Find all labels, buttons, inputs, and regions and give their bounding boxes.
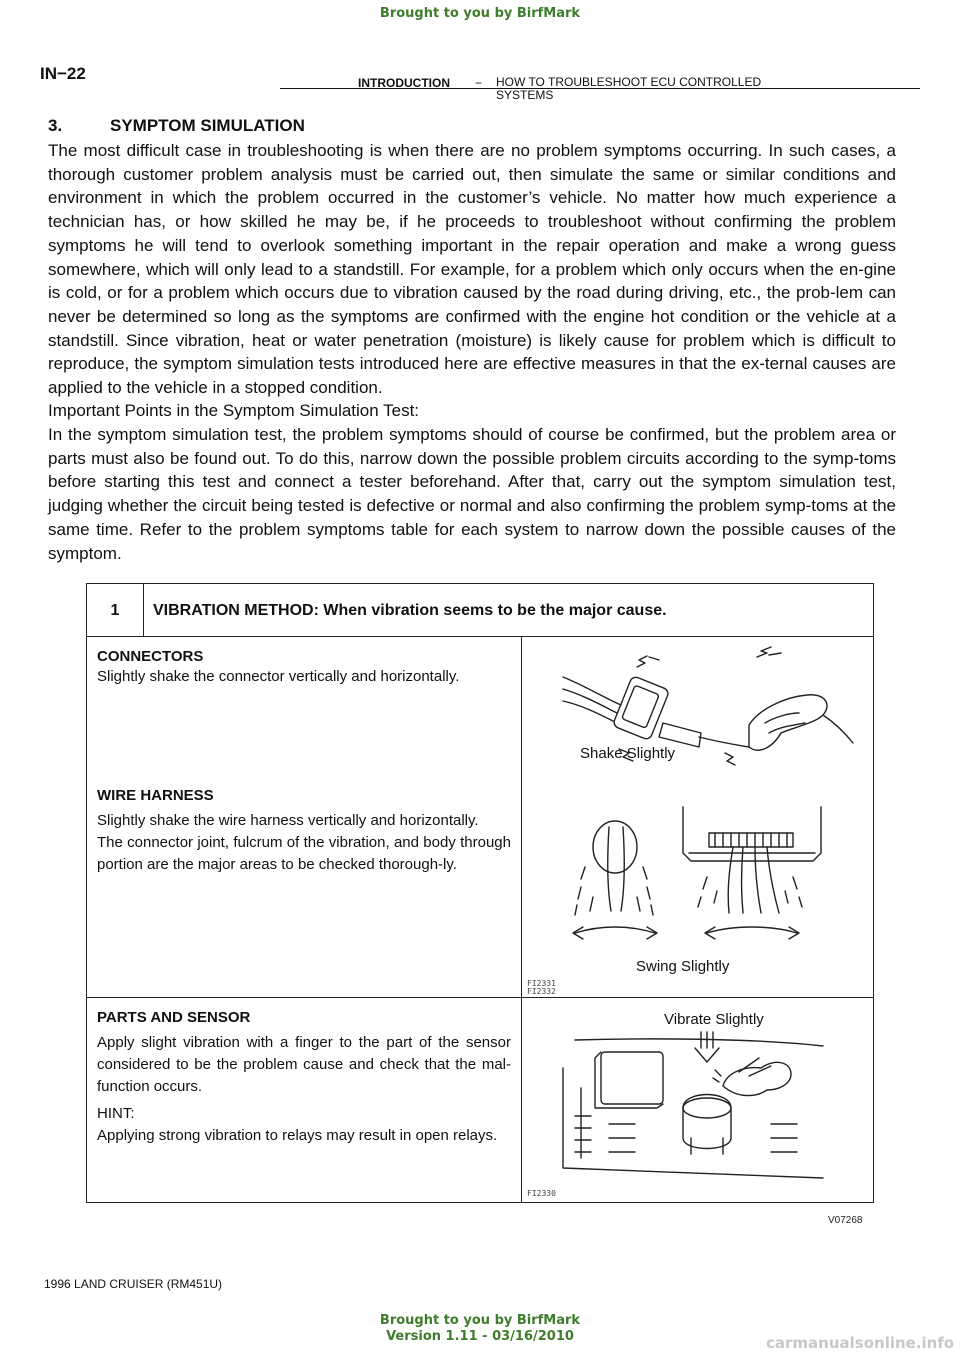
figure-code-2: FI2332	[527, 987, 556, 996]
hint-label: HINT:	[97, 1105, 135, 1122]
harness-text-2: The connector joint, fulcrum of the vibration, and body through portion are the major areas to be checked thorough-ly.	[97, 834, 511, 873]
parts-sensor-text	[87, 998, 522, 1203]
site-watermark: carmanualsonline.info	[766, 1334, 955, 1352]
watermark-top: Brought to you by BirfMark	[379, 6, 581, 21]
harness-text-1: Slightly shake the wire harness vertically and horizontally.	[97, 812, 479, 829]
method-header-row	[87, 584, 873, 637]
watermark-bottom-line-1: Brought to you by BirfMark	[379, 1313, 581, 1328]
figure-code-1: FI2331	[527, 979, 556, 988]
parts-sensor-row	[87, 998, 873, 1203]
relay-vibrate-illustration	[523, 1028, 873, 1198]
vibrate-slightly-label: Vibrate Slightly	[664, 1011, 764, 1028]
header-section: INTRODUCTION	[358, 76, 450, 90]
watermark-bottom-line-2: Version 1.11 - 03/16/2010	[386, 1329, 574, 1344]
footer-model: 1996 LAND CRUISER (RM451U)	[44, 1277, 223, 1291]
figure-code-3: FI2330	[527, 1189, 556, 1198]
method-title: VIBRATION METHOD: When vibration seems to be the major cause.	[153, 602, 667, 619]
vibration-method-table	[86, 583, 874, 1203]
section-number: 3.	[48, 116, 63, 135]
harness-swing-illustration	[523, 787, 873, 977]
relay-figure	[523, 998, 873, 1203]
page-id: IN−22	[40, 64, 86, 83]
connector-shake-illustration	[523, 637, 873, 767]
connectors-harness-row	[87, 637, 873, 998]
connectors-harness-text	[87, 637, 522, 997]
method-number: 1	[87, 584, 144, 636]
header-title: HOW TO TROUBLESHOOT ECU CONTROLLED SYSTEMS	[496, 75, 762, 102]
connector-harness-figure	[523, 637, 873, 997]
connectors-text: Slightly shake the connector vertically and horizontally.	[97, 668, 460, 685]
connectors-heading: CONNECTORS	[97, 648, 204, 665]
points-heading: Important Points in the Symptom Simulation Test:	[48, 401, 420, 420]
shake-slightly-label: Shake Slightly	[580, 745, 676, 762]
figure-reference: V07268	[828, 1215, 863, 1226]
section-heading	[48, 116, 305, 136]
harness-heading: WIRE HARNESS	[97, 787, 214, 804]
parts-heading: PARTS AND SENSOR	[97, 1009, 251, 1026]
swing-slightly-label: Swing Slightly	[636, 958, 730, 975]
section-title: SYMPTOM SIMULATION	[110, 116, 305, 135]
parts-text: Apply slight vibration with a finger to the part of the sensor considered to be the problem cause and check that the mal-function occurs.	[97, 1034, 511, 1095]
intro-paragraph: The most difficult case in troubleshooting is when there are no problem symptoms occurring. In such cases, a thorough customer problem analysis must be carried out, then simulate the same or similar conditions and environment in which the problem occurred in the customer’s vehicle. No matter how much experience a technician has, or how skilled he may be, if he proceeds to troubleshoot without confirming the problem symptoms he will tend to overlook something important in the repair operation and make a wrong guess somewhere, which will only lead to a standstill. For example, for a problem which only occurs when the en-gine is cold, or for a problem which occurs due to vibration caused by the road during driving, etc., the prob-lem can never be determined so long as the symptoms are confirmed with the engine hot condition or the vehicle at a standstill. Since vibration, heat or water penetration (moisture) is likely cause for problem which is difficult to reproduce, the symptom simulation tests introduced here are effective measures in that the ex-ternal causes are applied to the vehicle in a stopped condition.	[48, 141, 896, 398]
hint-text: Applying strong vibration to relays may result in open relays.	[97, 1127, 498, 1144]
header-dash: −	[475, 76, 483, 90]
points-paragraph: In the symptom simulation test, the problem symptoms should of course be confirmed, but the problem area or parts must also be found out. To do this, narrow down the possible problem circuits according to the symp-toms before starting this test and connect a tester beforehand. After that, carry out the symptom simulation test, judging whether the circuit being tested is defective or normal and also confirming the problem symp-toms at the same time. Refer to the problem symptoms table for each system to narrow down the possible causes of the symptom.	[48, 425, 896, 563]
